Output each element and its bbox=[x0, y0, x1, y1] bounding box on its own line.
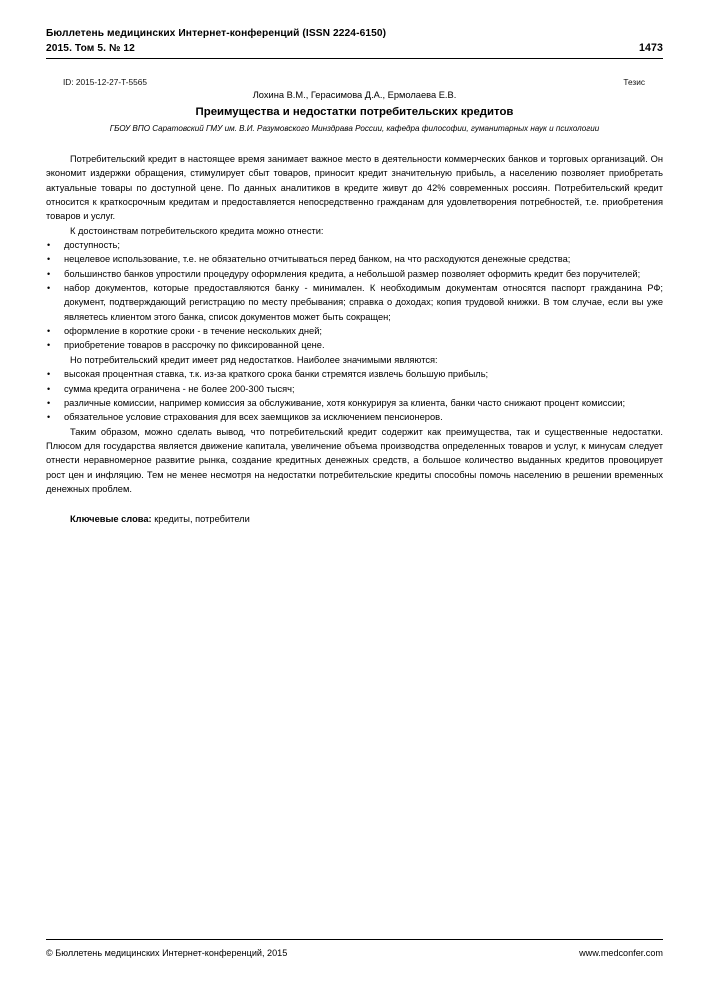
footer-copyright: © Бюллетень медицинских Интернет-конференций, 2015 bbox=[46, 948, 288, 958]
list-item: • нецелевое использование, т.е. не обязательно отчитываться перед банком, на что расходуются денежные средства; bbox=[46, 252, 663, 266]
list-item: • сумма кредита ограничена - не более 200-300 тысяч; bbox=[46, 382, 663, 396]
list-item: • набор документов, которые предоставляются банку - минимален. К необходимым документам относятся паспорт гражданина РФ; документ, подтверждающий регистрацию по месту пребывания; справка о доходах; копия трудовой книжки. В том случае, если вы уже являетесь клиентом этого банка, список документов может быть сокращен; bbox=[46, 281, 663, 324]
disadvantages-list bbox=[46, 367, 663, 424]
keywords-label: Ключевые слова: bbox=[70, 514, 155, 524]
page-number: 1473 bbox=[639, 42, 663, 54]
article-body bbox=[46, 152, 663, 496]
journal-title-line: Бюллетень медицинских Интернет-конференций (ISSN 2224-6150) bbox=[46, 28, 387, 39]
article-affiliation: ГБОУ ВПО Саратовский ГМУ им. В.И. Разумовского Минздрава России, кафедра философии, гуманитарных наук и психологии bbox=[109, 124, 600, 133]
advantages-list bbox=[46, 238, 663, 353]
article-id: ID: 2015-12-27-T-5565 bbox=[63, 77, 147, 87]
article-authors: Лохина В.М., Герасимова Д.А., Ермолаева Е.В. bbox=[252, 90, 457, 100]
list-item: • приобретение товаров в рассрочку по фиксированной цене. bbox=[46, 338, 663, 352]
article-title-block bbox=[46, 88, 663, 135]
keywords-value: кредиты, потребители bbox=[154, 514, 250, 524]
list-item: • обязательное условие страхования для всех заемщиков за исключением пенсионеров. bbox=[46, 410, 663, 424]
article-type: Тезис bbox=[623, 77, 645, 87]
list-item: • высокая процентная ставка, т.к. из-за краткого срока банки стремятся извлечь большую прибыль; bbox=[46, 367, 663, 381]
page-footer bbox=[46, 947, 663, 960]
running-header bbox=[46, 27, 663, 56]
header-divider-rule bbox=[46, 58, 663, 59]
issue-line: 2015. Том 5. № 12 bbox=[46, 43, 135, 54]
keywords-line bbox=[46, 512, 663, 526]
body-paragraph-intro: Потребительский кредит в настоящее время занимает важное место в деятельности коммерческих банков и торговых организаций. Он экономит издержки обращения, стимулирует сбыт товаров, приносит кредит значительную прибыль, а населению позволяет приобретать актуальные товары по доступной цене. По данных аналитиков в кредите живут до 42% современных россиян. Потребительский кредит относится к краткосрочным кредитам и предоставляется непосредственно гражданам для удовлетворения потребностей, т.е. приобретения товаров и услуг. bbox=[46, 154, 663, 222]
article-meta-line bbox=[63, 77, 645, 88]
list-item: • различные комиссии, например комиссия за обслуживание, хотя конкурируя за клиента, банки часто снижают процент комиссии; bbox=[46, 396, 663, 410]
issue-and-page-row bbox=[46, 41, 663, 56]
advantages-intro: К достоинствам потребительского кредита можно отнести: bbox=[70, 225, 324, 236]
body-paragraph-conclusion: Таким образом, можно сделать вывод, что потребительский кредит содержит как преимущества, так и существенные недостатки. Плюсом для государства является движение капитала, увеличение объема производства определенных товаров и услуг, к минусам следует отнести неравномерное развитие рынка, создание кредитных денежных средств, а большое количество выданных кредитов провоцирует рост цен и инфляцию. Тем не менее несмотря на недостатки потребительские кредиты способны помочь населению в решении временных денежных проблем. bbox=[46, 426, 663, 494]
list-item: • большинство банков упростили процедуру оформления кредита, а небольшой размер позволяет оформить кредит без поручителей; bbox=[46, 267, 663, 281]
page-title: Преимущества и недостатки потребительских кредитов bbox=[195, 106, 514, 118]
list-item: • оформление в короткие сроки - в течение нескольких дней; bbox=[46, 324, 663, 338]
footer-website[interactable]: www.medconfer.com bbox=[579, 948, 663, 958]
disadvantages-intro: Но потребительский кредит имеет ряд недостатков. Наиболее значимыми являются: bbox=[70, 354, 438, 365]
footer-divider-rule bbox=[46, 939, 663, 940]
list-item: • доступность; bbox=[46, 238, 663, 252]
